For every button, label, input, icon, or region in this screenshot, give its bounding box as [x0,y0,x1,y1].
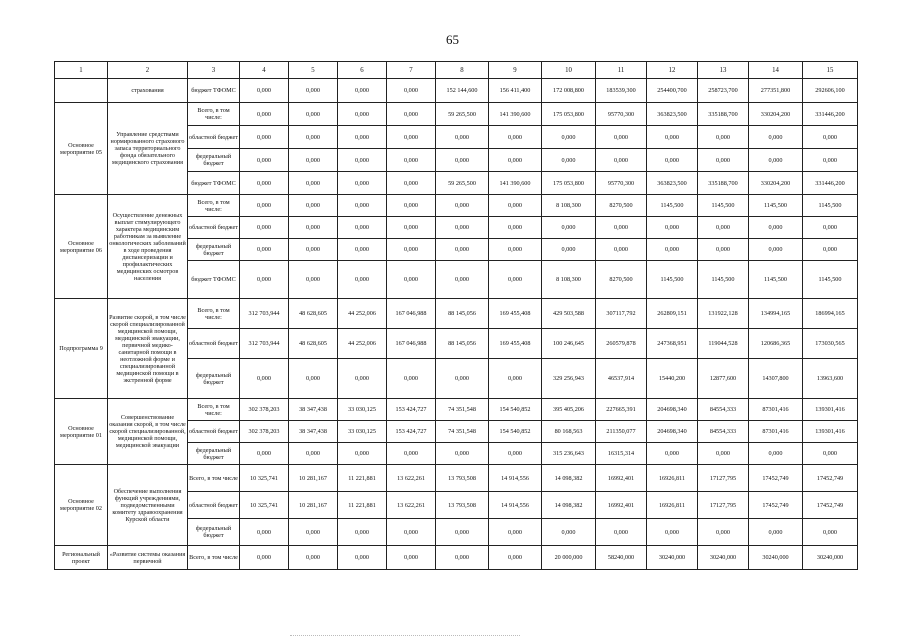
value-cell: 44 252,006 [338,299,387,329]
value-cell: 0,000 [240,519,289,546]
value-cell: 74 351,548 [436,399,489,421]
value-cell: 0,000 [338,103,387,126]
value-cell: 13 793,508 [436,492,489,519]
value-cell: 0,000 [387,126,436,149]
value-cell: 16992,401 [596,465,647,492]
value-cell: 0,000 [803,217,858,239]
column-header: 5 [289,62,338,79]
program-description-cell: Обеспечение выполнения функций учреждениями, подведомственными комитету здравоохранения Курской области [108,465,188,546]
value-cell: 0,000 [647,149,698,172]
value-cell: 0,000 [647,126,698,149]
value-cell: 16992,401 [596,492,647,519]
value-cell: 0,000 [489,519,542,546]
value-cell: 0,000 [240,546,289,570]
value-cell: 0,000 [698,126,749,149]
funding-source-cell: областной бюджет [188,421,240,443]
value-cell: 0,000 [803,443,858,465]
value-cell: 329 256,943 [542,359,596,399]
funding-source-cell: Всего, в том числе: [188,299,240,329]
value-cell: 0,000 [803,239,858,261]
value-cell: 0,000 [338,195,387,217]
value-cell: 30240,000 [749,546,803,570]
value-cell: 8 108,300 [542,195,596,217]
value-cell: 211350,077 [596,421,647,443]
value-cell: 0,000 [596,126,647,149]
table-row [55,546,858,570]
value-cell: 0,000 [698,149,749,172]
value-cell: 74 351,548 [436,421,489,443]
value-cell: 330204,200 [749,172,803,195]
value-cell: 134994,165 [749,299,803,329]
value-cell: 0,000 [240,261,289,299]
value-cell: 0,000 [436,359,489,399]
value-cell: 0,000 [289,195,338,217]
value-cell: 0,000 [240,359,289,399]
funding-source-cell: Всего, в том числе [188,465,240,492]
value-cell: 0,000 [542,149,596,172]
value-cell: 0,000 [338,79,387,103]
program-description-cell: Совершенствование оказания скорой, в том числе скорой специализированной, медицинской помощи, медицинской эвакуации [108,399,188,465]
value-cell: 0,000 [436,195,489,217]
value-cell: 0,000 [289,546,338,570]
value-cell: 0,000 [489,239,542,261]
value-cell: 156 411,400 [489,79,542,103]
value-cell: 0,000 [803,519,858,546]
value-cell: 0,000 [289,79,338,103]
table-row [55,299,858,329]
value-cell: 335188,700 [698,172,749,195]
value-cell: 0,000 [749,149,803,172]
value-cell: 1145,500 [803,261,858,299]
value-cell: 0,000 [338,239,387,261]
funding-source-cell: Всего, в том числе: [188,103,240,126]
value-cell: 16926,811 [647,465,698,492]
column-header: 13 [698,62,749,79]
value-cell: 0,000 [338,126,387,149]
funding-source-cell: бюджет ТФОМС [188,172,240,195]
value-cell: 58240,000 [596,546,647,570]
value-cell: 0,000 [489,149,542,172]
value-cell: 0,000 [338,519,387,546]
value-cell: 0,000 [596,149,647,172]
value-cell: 0,000 [387,519,436,546]
value-cell: 277351,800 [749,79,803,103]
value-cell: 154 540,852 [489,421,542,443]
program-name-cell: Основное мероприятие 06 [55,195,108,299]
value-cell: 48 628,605 [289,329,338,359]
table-row [55,399,858,421]
value-cell: 152 144,600 [436,79,489,103]
value-cell: 331446,200 [803,103,858,126]
value-cell: 0,000 [436,443,489,465]
value-cell: 0,000 [489,359,542,399]
value-cell: 175 053,800 [542,172,596,195]
value-cell: 0,000 [803,149,858,172]
value-cell: 0,000 [489,546,542,570]
value-cell: 0,000 [542,126,596,149]
value-cell: 46537,914 [596,359,647,399]
value-cell: 153 424,727 [387,421,436,443]
value-cell: 38 347,438 [289,421,338,443]
value-cell: 258723,700 [698,79,749,103]
program-name-cell: Основное мероприятие 05 [55,103,108,195]
value-cell: 0,000 [240,443,289,465]
value-cell: 11 221,881 [338,492,387,519]
value-cell: 395 405,206 [542,399,596,421]
value-cell: 429 503,588 [542,299,596,329]
value-cell: 0,000 [749,519,803,546]
value-cell: 330204,200 [749,103,803,126]
value-cell: 363823,500 [647,103,698,126]
funding-source-cell: федеральный бюджет [188,239,240,261]
page-number: 65 [446,32,459,47]
column-header: 7 [387,62,436,79]
value-cell: 30240,000 [803,546,858,570]
value-cell: 0,000 [240,172,289,195]
value-cell: 0,000 [489,443,542,465]
value-cell: 14 098,382 [542,492,596,519]
value-cell: 30240,000 [647,546,698,570]
value-cell: 10 325,741 [240,465,289,492]
value-cell: 331446,200 [803,172,858,195]
value-cell: 0,000 [647,239,698,261]
funding-source-cell: Всего, в том числе [188,546,240,570]
value-cell: 8270,500 [596,195,647,217]
value-cell: 1145,500 [647,261,698,299]
funding-source-cell: федеральный бюджет [188,519,240,546]
column-header: 2 [108,62,188,79]
funding-source-cell: Всего, в том числе: [188,195,240,217]
value-cell: 204698,340 [647,421,698,443]
table-row [55,103,858,126]
value-cell: 17452,749 [803,465,858,492]
value-cell: 0,000 [240,217,289,239]
value-cell: 44 252,006 [338,329,387,359]
value-cell: 0,000 [698,519,749,546]
value-cell: 15440,200 [647,359,698,399]
value-cell: 0,000 [436,126,489,149]
value-cell: 363823,500 [647,172,698,195]
funding-source-cell: федеральный бюджет [188,149,240,172]
program-name-cell: Основное мероприятие 01 [55,399,108,465]
value-cell: 20 000,000 [542,546,596,570]
value-cell: 302 378,203 [240,399,289,421]
funding-source-cell: Всего, в том числе: [188,399,240,421]
program-name-cell: Подпрограмма 9 [55,299,108,399]
value-cell: 0,000 [387,172,436,195]
value-cell: 302 378,203 [240,421,289,443]
value-cell: 247368,951 [647,329,698,359]
value-cell: 14 914,556 [489,492,542,519]
value-cell: 0,000 [596,239,647,261]
value-cell: 175 053,800 [542,103,596,126]
value-cell: 30240,000 [698,546,749,570]
value-cell: 0,000 [387,195,436,217]
value-cell: 17127,795 [698,492,749,519]
value-cell: 0,000 [596,217,647,239]
value-cell: 120686,365 [749,329,803,359]
column-header: 4 [240,62,289,79]
value-cell: 14 098,382 [542,465,596,492]
value-cell: 87301,416 [749,421,803,443]
value-cell: 0,000 [387,546,436,570]
value-cell: 10 325,741 [240,492,289,519]
value-cell: 0,000 [436,239,489,261]
value-cell: 0,000 [436,149,489,172]
value-cell: 0,000 [698,217,749,239]
funding-source-cell: областной бюджет [188,126,240,149]
budget-table [54,61,858,570]
column-header: 8 [436,62,489,79]
value-cell: 315 236,643 [542,443,596,465]
value-cell: 1145,500 [749,195,803,217]
value-cell: 0,000 [698,443,749,465]
value-cell: 13 622,261 [387,492,436,519]
column-header: 12 [647,62,698,79]
value-cell: 0,000 [289,261,338,299]
value-cell: 0,000 [436,546,489,570]
value-cell: 167 046,988 [387,299,436,329]
value-cell: 17452,749 [749,465,803,492]
value-cell: 88 145,056 [436,299,489,329]
value-cell: 0,000 [489,217,542,239]
value-cell: 131922,128 [698,299,749,329]
value-cell: 0,000 [240,239,289,261]
value-cell: 16315,314 [596,443,647,465]
value-cell: 87301,416 [749,399,803,421]
column-header: 15 [803,62,858,79]
column-header: 6 [338,62,387,79]
value-cell: 1145,500 [647,195,698,217]
value-cell: 1145,500 [698,261,749,299]
scan-artifact [290,633,520,636]
value-cell: 0,000 [240,149,289,172]
value-cell: 141 390,600 [489,103,542,126]
value-cell: 0,000 [596,519,647,546]
value-cell: 48 628,605 [289,299,338,329]
value-cell: 0,000 [338,546,387,570]
value-cell: 17452,749 [749,492,803,519]
column-header: 14 [749,62,803,79]
value-cell: 0,000 [289,172,338,195]
table-body [55,62,858,570]
value-cell: 173030,565 [803,329,858,359]
value-cell: 0,000 [289,217,338,239]
value-cell: 84554,333 [698,399,749,421]
program-name-cell: Региональный проект [55,546,108,570]
value-cell: 0,000 [387,261,436,299]
value-cell: 17452,749 [803,492,858,519]
value-cell: 1145,500 [749,261,803,299]
value-cell: 0,000 [436,519,489,546]
value-cell: 12877,600 [698,359,749,399]
value-cell: 100 246,645 [542,329,596,359]
value-cell: 84554,333 [698,421,749,443]
value-cell: 0,000 [489,126,542,149]
value-cell: 0,000 [387,103,436,126]
value-cell: 169 455,408 [489,329,542,359]
funding-source-cell: бюджет ТФОМС [188,79,240,103]
funding-source-cell: областной бюджет [188,217,240,239]
funding-source-cell: областной бюджет [188,329,240,359]
value-cell: 0,000 [338,443,387,465]
value-cell: 33 030,125 [338,399,387,421]
value-cell: 119044,528 [698,329,749,359]
value-cell: 8270,500 [596,261,647,299]
value-cell: 183539,300 [596,79,647,103]
value-cell: 0,000 [436,217,489,239]
value-cell: 0,000 [647,217,698,239]
value-cell: 141 390,600 [489,172,542,195]
table-row [55,195,858,217]
funding-source-cell: бюджет ТФОМС [188,261,240,299]
value-cell: 33 030,125 [338,421,387,443]
table-row [55,465,858,492]
value-cell: 0,000 [542,519,596,546]
value-cell: 0,000 [436,261,489,299]
value-cell: 0,000 [338,359,387,399]
value-cell: 38 347,438 [289,399,338,421]
program-description-cell: Развитие скорой, в том числе скорой специализированной медицинской помощи, медицинской эвакуации, первичной медико-санитарной помощи в неотложной форме и специализированной медицинской помощи в экстренной форме [108,299,188,399]
value-cell: 0,000 [647,443,698,465]
column-header: 1 [55,62,108,79]
value-cell: 14307,800 [749,359,803,399]
program-description-cell: Управление средствами нормированного страхового запаса территориального фонда обязательного медицинского страхования [108,103,188,195]
value-cell: 186994,165 [803,299,858,329]
value-cell: 0,000 [289,443,338,465]
column-header: 9 [489,62,542,79]
value-cell: 0,000 [749,443,803,465]
program-description-cell: Осуществление денежных выплат стимулирующего характера медицинским работникам за выявление онкологических заболеваний в ходе проведения диспансеризации и профилактических медицинских осмотров населения [108,195,188,299]
program-description-cell: «Развитие системы оказания первичной [108,546,188,570]
value-cell: 0,000 [289,126,338,149]
value-cell: 59 265,500 [436,172,489,195]
value-cell: 0,000 [289,149,338,172]
value-cell: 0,000 [289,103,338,126]
value-cell: 312 703,944 [240,299,289,329]
value-cell: 0,000 [542,217,596,239]
value-cell: 0,000 [289,519,338,546]
value-cell: 167 046,988 [387,329,436,359]
column-header: 11 [596,62,647,79]
value-cell: 11 221,881 [338,465,387,492]
value-cell: 0,000 [338,217,387,239]
value-cell: 0,000 [289,359,338,399]
value-cell: 0,000 [240,79,289,103]
value-cell: 260579,878 [596,329,647,359]
value-cell: 139301,416 [803,399,858,421]
value-cell: 153 424,727 [387,399,436,421]
value-cell: 227665,391 [596,399,647,421]
value-cell: 59 265,500 [436,103,489,126]
value-cell: 0,000 [803,126,858,149]
program-name-cell: Основное мероприятие 02 [55,465,108,546]
value-cell: 0,000 [647,519,698,546]
value-cell: 0,000 [289,239,338,261]
value-cell: 169 455,408 [489,299,542,329]
value-cell: 254400,700 [647,79,698,103]
value-cell: 13 622,261 [387,465,436,492]
program-name-cell [55,79,108,103]
value-cell: 95770,300 [596,103,647,126]
value-cell: 0,000 [489,195,542,217]
value-cell: 335188,700 [698,103,749,126]
value-cell: 0,000 [338,172,387,195]
value-cell: 0,000 [338,149,387,172]
value-cell: 0,000 [387,79,436,103]
value-cell: 0,000 [749,217,803,239]
value-cell: 0,000 [387,359,436,399]
value-cell: 0,000 [542,239,596,261]
value-cell: 16926,811 [647,492,698,519]
value-cell: 0,000 [387,443,436,465]
value-cell: 0,000 [387,217,436,239]
value-cell: 1145,500 [698,195,749,217]
value-cell: 204698,340 [647,399,698,421]
value-cell: 0,000 [387,149,436,172]
value-cell: 0,000 [240,195,289,217]
header-row [55,62,858,79]
funding-source-cell: областной бюджет [188,492,240,519]
value-cell: 0,000 [338,261,387,299]
value-cell: 0,000 [387,239,436,261]
table-row [55,79,858,103]
value-cell: 17127,795 [698,465,749,492]
value-cell: 80 168,563 [542,421,596,443]
column-header: 3 [188,62,240,79]
value-cell: 0,000 [749,126,803,149]
value-cell: 95770,300 [596,172,647,195]
value-cell: 139301,416 [803,421,858,443]
value-cell: 0,000 [240,126,289,149]
value-cell: 13 793,508 [436,465,489,492]
value-cell: 307117,792 [596,299,647,329]
program-description-cell: страхования [108,79,188,103]
value-cell: 10 281,167 [289,492,338,519]
value-cell: 14 914,556 [489,465,542,492]
funding-source-cell: федеральный бюджет [188,359,240,399]
column-header: 10 [542,62,596,79]
funding-source-cell: федеральный бюджет [188,443,240,465]
value-cell: 88 145,056 [436,329,489,359]
value-cell: 0,000 [489,261,542,299]
value-cell: 0,000 [240,103,289,126]
value-cell: 262809,151 [647,299,698,329]
value-cell: 8 108,300 [542,261,596,299]
value-cell: 1145,500 [803,195,858,217]
value-cell: 0,000 [749,239,803,261]
value-cell: 172 008,800 [542,79,596,103]
value-cell: 13963,600 [803,359,858,399]
value-cell: 154 540,852 [489,399,542,421]
value-cell: 10 281,167 [289,465,338,492]
value-cell: 312 703,944 [240,329,289,359]
value-cell: 292606,100 [803,79,858,103]
value-cell: 0,000 [698,239,749,261]
